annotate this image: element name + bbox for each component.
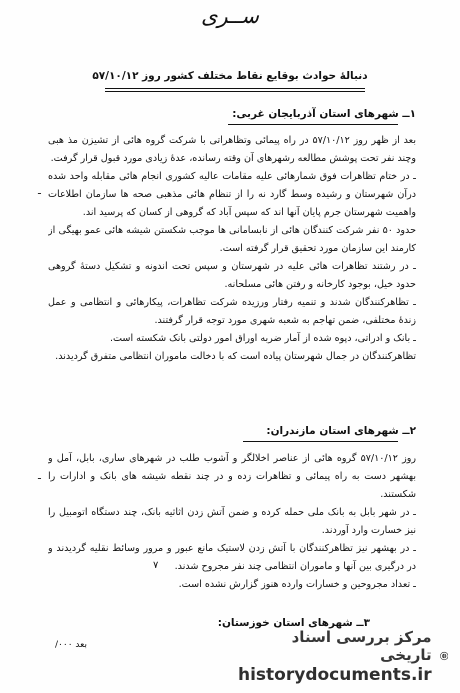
section-2-heading-underline bbox=[243, 441, 398, 442]
section-1-body bbox=[48, 132, 416, 382]
section-2-paragraph: ـ در بهشهر نیز تظاهرکنندگان با آتش زدن لاستیک مانع عبور و مرور وسائط نقلیه گردیدند و در درگیری بین آنها و ماموران انتظامی چند نفر مجروح شدند. bbox=[48, 543, 416, 572]
margin-mark: ۷ bbox=[153, 560, 159, 571]
section-1-paragraph: ـ تظاهرکنندگان شدند و تنمیه رفتار ورزیده شرکت تظاهرات، پیکارهائی و انتظامی و عمل زندهٔ مختلفی، ضمن تهاجم به شعبه شهری مورد توجه قرار گرفتند. bbox=[48, 297, 416, 326]
section-1-paragraph: ـ بانک و ادراتی، دپوه شده از آمار ضربه اوراق امور دولتی بانک شکسته است. bbox=[109, 333, 416, 344]
watermark bbox=[238, 625, 448, 687]
page-header bbox=[0, 4, 460, 28]
watermark-text bbox=[238, 628, 432, 685]
section-1-paragraph: ـ در ختام تظاهرات فوق شمارهائی علیه مقامات عالیه کشوری انجام هائی مقابله واحد شده درآن شهرستان و رشیده وسط گارد نه را از تنظام هائی مذهبی صحه ها سازمان اطلاعات واهمیت شهرستان جرم پایان آنها اند که سپس آباد که گروهی از کسان که پرسید اند. bbox=[48, 171, 416, 218]
watermark-title: مرکز بررسی اسناد تاریخی bbox=[291, 627, 432, 664]
section-1-paragraph: تظاهرکنندگان در جمال شهرستان پیاده است که با دخالت ماموران انتظامی متفرق گردیدند. bbox=[55, 351, 416, 362]
document-title: دنبالۀ حوادث بوقایع نقاط مختلف کشور روز ۵۷/۱۰/۱۲ bbox=[92, 70, 368, 82]
section-1-heading: ۱ــ شهرهای استان آذربایجان غربی: bbox=[232, 108, 416, 120]
section-1-heading-underline bbox=[228, 124, 398, 125]
continued-marker: بعد ۰۰۰/ bbox=[55, 640, 87, 650]
margin-mark: ـ bbox=[38, 186, 41, 197]
section-2-paragraph: روز ۵۷/۱۰/۱۲ گروه هائی از عناصر اخلالگر و آشوب طلب در شهرهای ساری، بابل، آمل و بهشهر دست به راه پیمائی و تظاهرات زده و در چند نقطه شیشه های بانک و ادارات را شکستند. bbox=[48, 453, 416, 500]
title-underline-2 bbox=[105, 91, 365, 92]
section-2-paragraph: ـ در شهر بابل به بانک ملی حمله کرده و ضمن آتش زدن اثاثیه بانک، چند دستگاه اتومبیل را نیز خسارت وارد آوردند. bbox=[48, 507, 416, 536]
section-3-heading: ۳ــ شهرهای استان خوزستان: bbox=[217, 617, 370, 629]
title-underline bbox=[105, 88, 365, 89]
section-1-paragraph: حدود ۵۰ نفر شرکت کنندگان هائی از نابسامانی ها موجب شکستن شیشه هائی عمو بهیگی از کارمند این سازمان مورد تحقیق قرار گرفته است. bbox=[48, 225, 416, 254]
archive-logo-icon bbox=[440, 633, 448, 679]
section-2-body bbox=[48, 450, 416, 595]
margin-mark: ـ bbox=[38, 471, 41, 482]
section-2-paragraph: ـ تعداد مجروحین و خسارات وارده هنوز گزارش نشده است. bbox=[178, 579, 416, 590]
section-1-paragraph: بعد از ظهر روز ۵۷/۱۰/۱۲ در راه پیمائی وتظاهراتی با شرکت گروه هائی از تشیزن مذ هبی وچند نفر تحت پوشش مطالعه رشهرهای آن وقته رسانده، عدۀ زیادی مورد قبول قرار گرفت. bbox=[48, 135, 416, 164]
section-1-paragraph: ـ در رشتند تظاهرات هائی علیه در شهرستان و سپس تحت اندونه و تشکیل دستهٔ گروهی حدود خیل، بوجود کارخانه و رفتن هائی مسلحانه. bbox=[48, 261, 416, 290]
secret-mark: ســری bbox=[201, 4, 259, 28]
watermark-url: historydocuments.ir bbox=[238, 664, 432, 685]
section-2-heading: ۲ــ شهرهای استان مازندران: bbox=[266, 425, 416, 437]
